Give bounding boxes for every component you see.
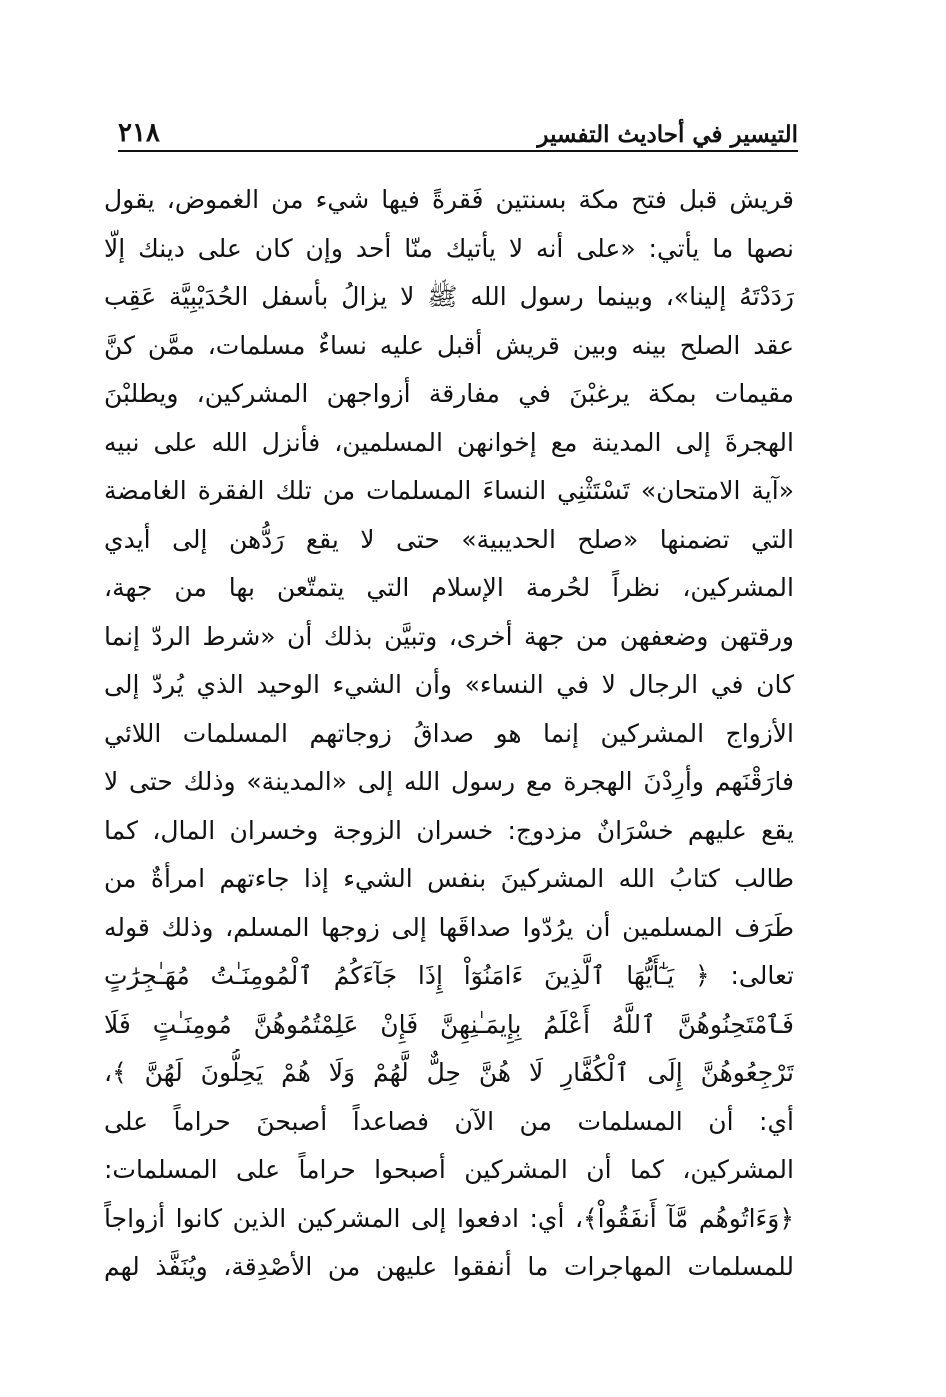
text-line: طَرَف المسلمين أن يرُدّوا صداقَها إلى زوجها المسلم، وذلك قوله bbox=[104, 912, 794, 942]
text-line: نصها ما يأتي: «على أنه لا يأتيك منّا أحد وإن كان على دينك إلّا bbox=[104, 233, 794, 263]
running-header bbox=[118, 106, 798, 152]
text-line: تعالى: ﴿ يَـٰٓأَيُّهَا ٱلَّذِينَ ءَامَنُوٓاْ إِذَا جَآءَكُمُ ٱلْمُومِنَـٰتُ مُهَـٰجِرَٰتٍ bbox=[104, 961, 794, 990]
text-line: طالب كتابُ الله المشركينَ بنفس الشيء إذا جاءتهم امرأةٌ من bbox=[104, 864, 794, 893]
body-text bbox=[104, 176, 794, 1292]
text-line: للمسلمات المهاجرات ما أنفقوا عليهن من الأصْدِقة، ويُنَفَّذ لهم bbox=[104, 1252, 794, 1281]
text-line: عقد الصلح بينه وبين قريش أقبل عليه نساءٌ مسلمات، ممَّن كنَّ bbox=[104, 330, 794, 360]
page-number: ٢١٨ bbox=[118, 118, 160, 148]
text-line: كان في الرجال لا في النساء» وأن الشيء الوحيد الذي يُردّ إلى bbox=[104, 670, 794, 699]
text-line: مقيمات بمكة يرغبْنَ في مفارقة أزواجهن المشركين، ويطلبْنَ bbox=[104, 379, 794, 408]
text-line: أي: أن المسلمات من الآن فصاعداً أصبحنَ حراماً على bbox=[104, 1106, 794, 1136]
text-line: الأزواج المشركين إنما هو صداقُ زوجاتهم المسلمات اللائي bbox=[104, 718, 794, 748]
text-line: تَرْجِعُوهُنَّ إِلَى ٱلْكُفَّارِ لَا هُنَّ حِلٌّ لَّهُمْ وَلَا هُمْ يَحِلُّونَ لَهُنَّ ﴾، bbox=[104, 1058, 794, 1087]
text-line: يقع عليهم خسْرَانٌ مزدوج: خسران الزوجة وخسران المال، كما bbox=[104, 815, 794, 845]
header-title: التيسير في أحاديث التفسير bbox=[537, 121, 798, 148]
text-line: رَدَدْتَهُ إلينا»، وبينما رسول الله ﷺ لا يزالُ بأسفل الحُدَيْبِيَّة عَقِب bbox=[104, 282, 794, 311]
text-line: «آية الامتحان» تَسْتَثْنِي النساءَ المسلمات من تلك الفقرة الغامضة bbox=[104, 476, 794, 505]
text-line: ﴿وَءَاتُوهُم مَّآ أَنفَقُواْ﴾، أي: ادفعوا إلى المشركين الذين كانوا أزواجاً bbox=[104, 1203, 794, 1233]
text-line: فارَقْنَهم وأرِدْنَ الهجرة مع رسول الله إلى «المدينة» وذلك حتى لا bbox=[104, 767, 794, 796]
text-line: قريش قبل فتح مكة بسنتين فَقرةً فيها شيء من الغموض، يقول bbox=[104, 185, 794, 214]
text-line: فَٱمْتَحِنُوهُنَّ ٱللَّهُ أَعْلَمُ بِإِيمَـٰنِهِنَّ فَإِنْ عَلِمْتُمُوهُنَّ مُومِنَـٰتٍ فَلَا bbox=[104, 1009, 794, 1039]
text-line: التي تضمنها «صلح الحديبية» حتى لا يقع رَدُّهن إلى أيدي bbox=[104, 524, 794, 554]
text-line: المشركين، كما أن المشركين أصبحوا حراماً على المسلمات: bbox=[104, 1155, 794, 1184]
text-line: الهجرةَ إلى المدينة مع إخوانهن المسلمين، فأنزل الله على نبيه bbox=[104, 427, 794, 457]
text-line: المشركين، نظراً لحُرمة الإسلام التي يتمتّعن بها من جهة، bbox=[104, 573, 794, 602]
text-line: ورقتهن وضعفهن من جهة أخرى، وتبيَّن بذلك أن «شرط الردّ إنما bbox=[104, 621, 794, 651]
